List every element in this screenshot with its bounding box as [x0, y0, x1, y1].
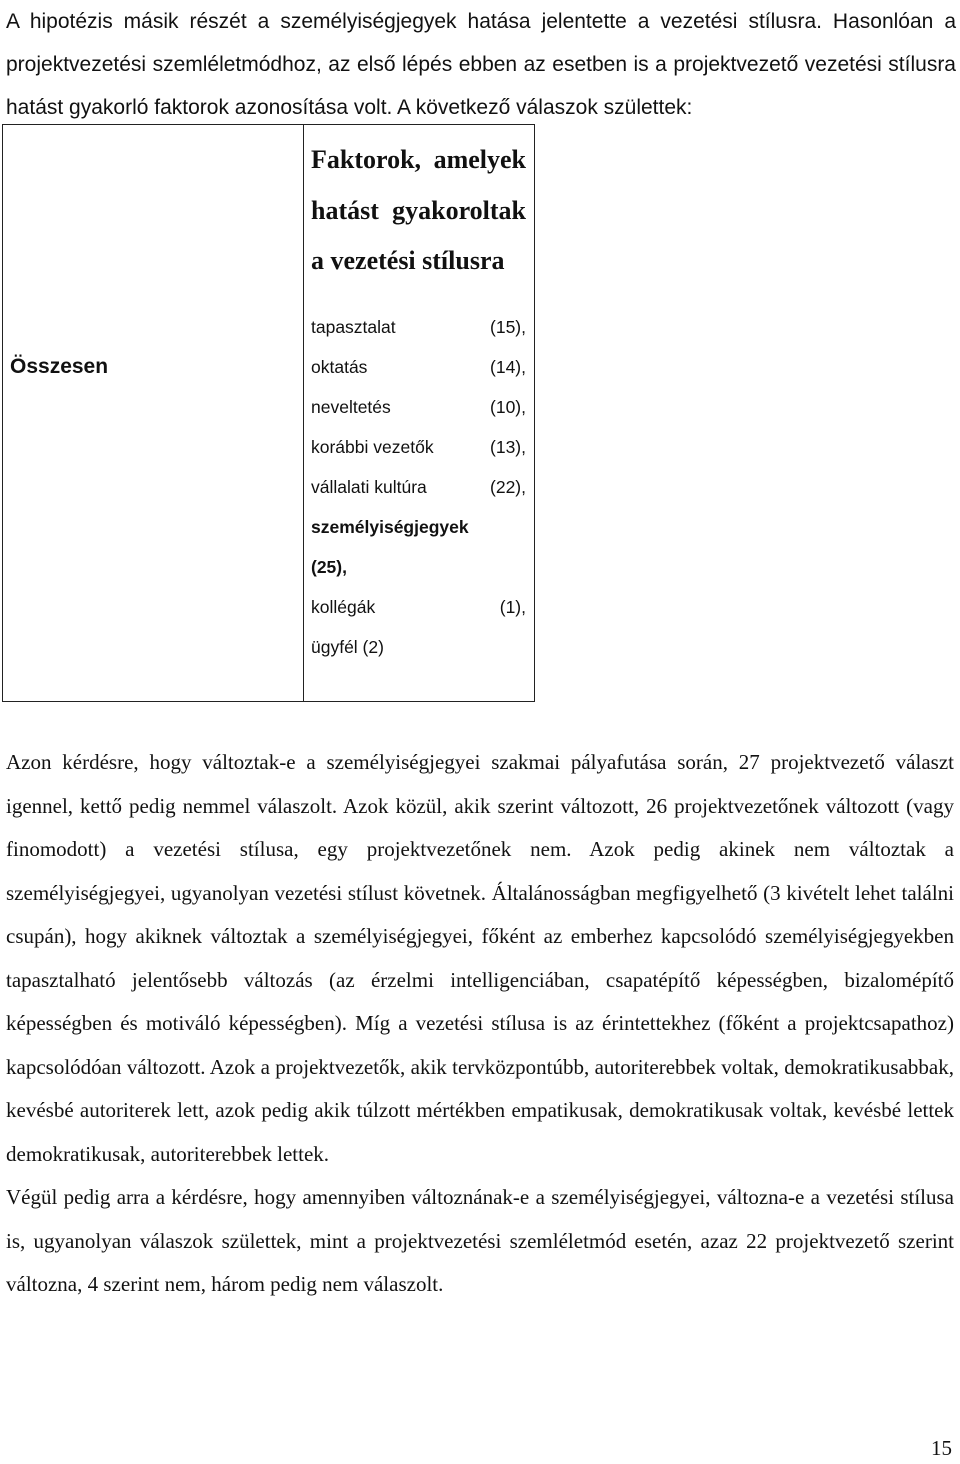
factor-count: (1),: [499, 596, 526, 617]
factor-name: személyiségjegyek: [311, 516, 469, 537]
factor-list: [311, 307, 526, 667]
factor-item: [311, 427, 526, 467]
table-header: Faktorok, amelyek hatást gyakoroltak a vezetési stílusra: [311, 145, 526, 275]
factor-name: neveltetés: [311, 396, 391, 417]
factor-count: (10),: [490, 396, 526, 417]
intro-paragraph: A hipotézis másik részét a személyiségjegyek hatása jelentette a vezetési stílusra. Hasonlóan a projektvezetési szemléletmódhoz, az első lépés ebben az esetben is a projektvezető vezetési stílusra hatást gyakorló faktorok azonosítása volt. A következő válaszok születtek:: [6, 10, 956, 119]
factor-name: korábbi vezetők: [311, 436, 434, 457]
body-text: [6, 741, 954, 1307]
row-label-cell: [3, 125, 304, 702]
factor-name: vállalati kultúra: [311, 476, 427, 497]
factor-count: (13),: [490, 436, 526, 457]
factor-name: tapasztalat: [311, 316, 396, 337]
factor-count: (15),: [490, 316, 526, 337]
paragraph: Azon kérdésre, hogy változtak-e a személyiségjegyei szakmai pályafutása során, 27 projektvezető választ igennel, kettő pedig nemmel válaszolt. Azok közül, akik szerint változott, 26 projektvezetőnek változott (vagy finomodott) a vezetési stílusa, egy projektvezetőnek nem. Azok pedig akinek nem változtak a személyiségjegyei, ugyanolyan vezetési stílust követnek. Általánosságban megfigyelhető (3 kivételt lehet találni csupán), hogy akiknek változtak a személyiségjegyei, főként az emberhez kapcsolódó személyiségjegyekben tapasztalható jelentősebb változás (az érzelmi intelligenciában, csapatépítő képességben, bizalomépítő képességben és motiváló képességben). Míg a vezetési stílusa is az érintettekhez (főként a projektcsapathoz) kapcsolódóan változott. Azok a projektvezetők, akik tervközpontúbb, autoriterebbek voltak, demokratikusabbak, kevésbé autoriterek lett, azok pedig akik túlzott mértékben empatikusak, demokratikusak voltak, kevésbé lettek demokratikusak, autoriterebbek lettek.: [6, 750, 954, 1166]
factor-name: (25),: [311, 556, 347, 577]
factor-item: [311, 467, 526, 507]
factor-item: [311, 587, 526, 627]
factor-name: oktatás: [311, 356, 368, 377]
factor-item: [311, 387, 526, 427]
factor-count: (22),: [490, 476, 526, 497]
factors-cell: [304, 125, 535, 702]
factor-item: [311, 547, 526, 587]
factor-name: ügyfél (2): [311, 636, 384, 657]
factor-item: [311, 307, 526, 347]
factor-item: [311, 347, 526, 387]
factor-item: [311, 507, 526, 547]
table-row: [3, 125, 535, 702]
factor-name: kollégák: [311, 596, 376, 617]
factor-item: [311, 627, 526, 667]
row-label: Összesen: [10, 355, 109, 378]
page-number: 15: [931, 1436, 952, 1460]
paragraph: Végül pedig arra a kérdésre, hogy amennyiben változnának-e a személyiségjegyei, változna-e a vezetési stílusa is, ugyanolyan válaszok születtek, mint a projektvezetési szemléletmód esetén, azaz 22 projektvezető szerint változna, 4 szerint nem, három pedig nem válaszolt.: [6, 1185, 954, 1296]
factors-table: [2, 124, 535, 702]
factor-count: (14),: [490, 356, 526, 377]
